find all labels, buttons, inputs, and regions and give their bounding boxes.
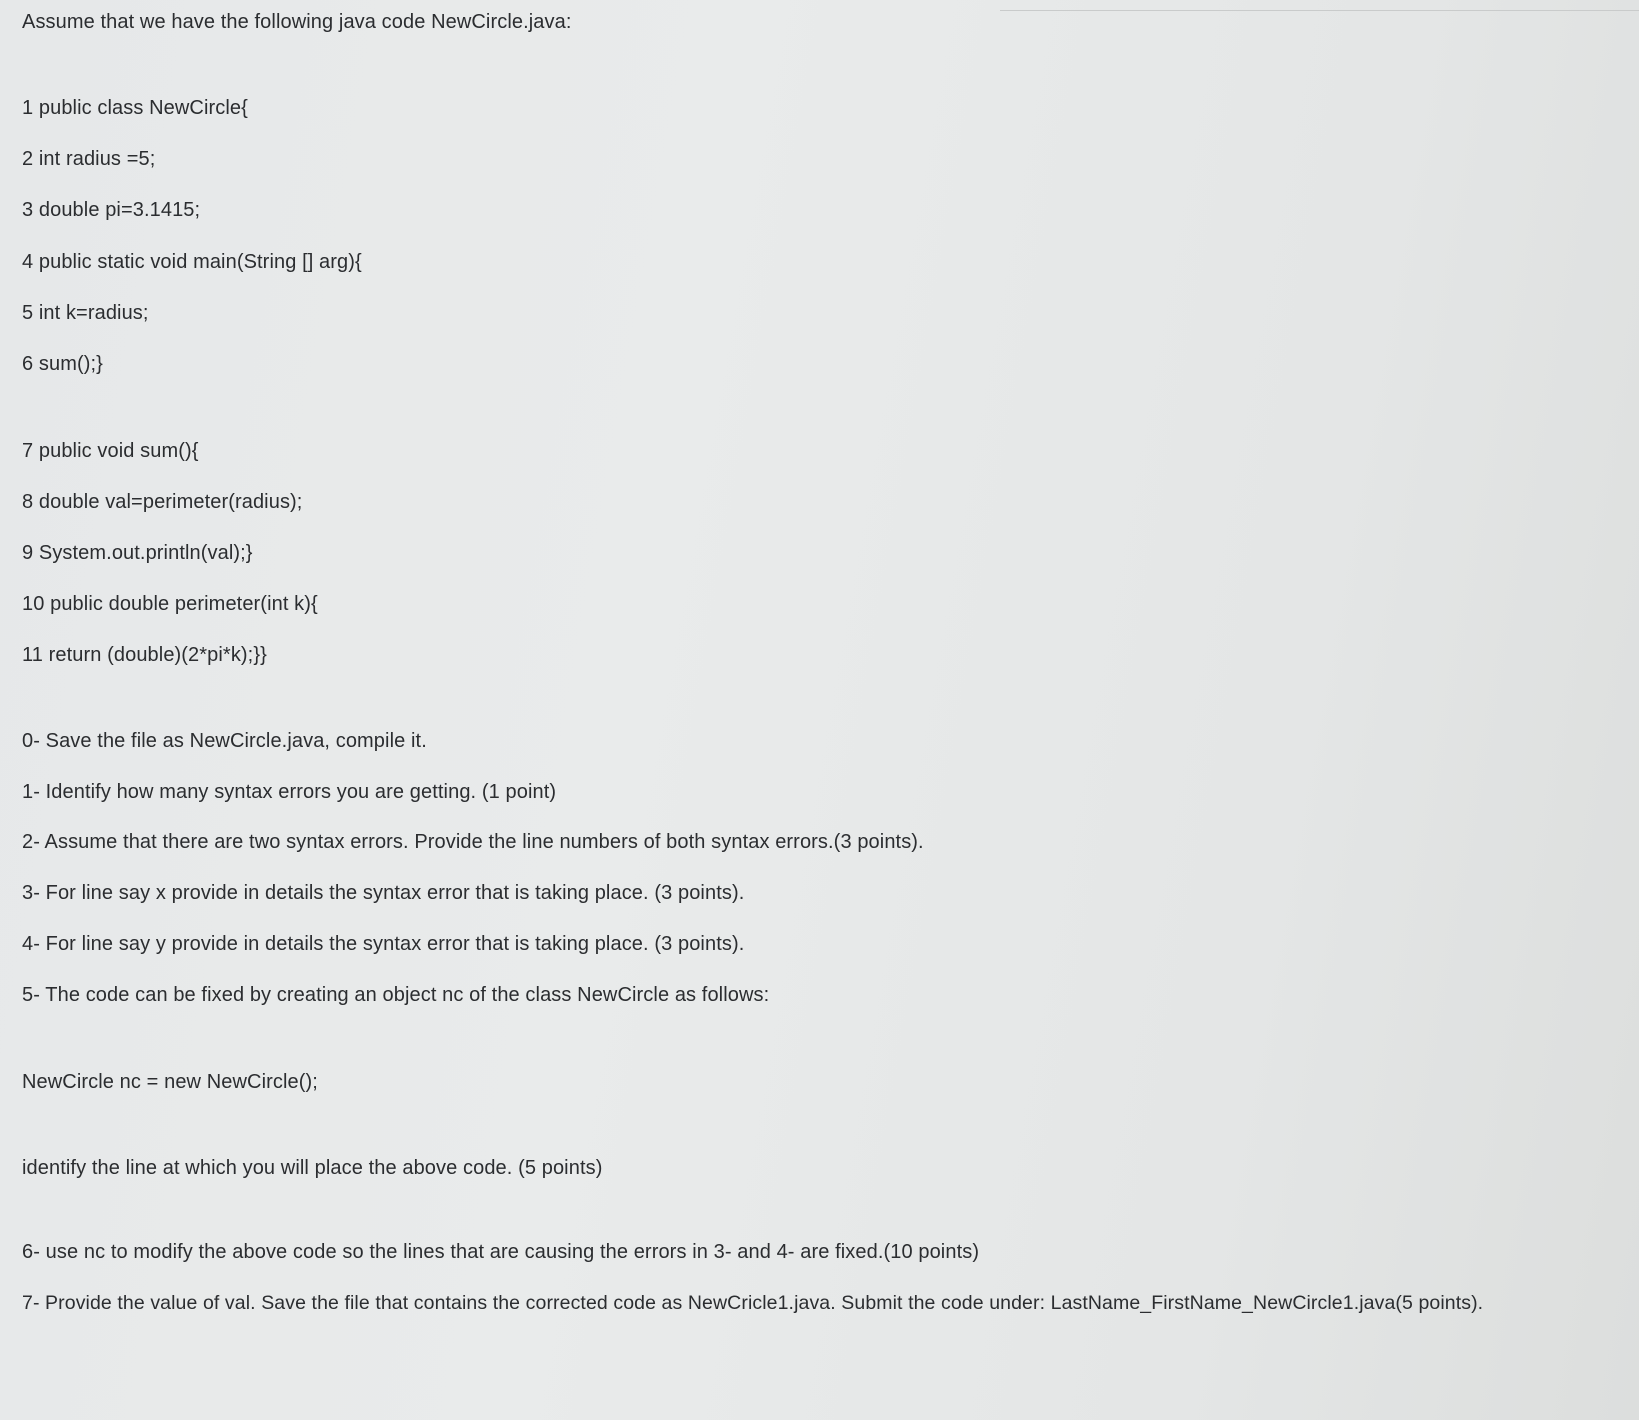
- code-line-4: 4 public static void main(String [] arg){: [22, 251, 362, 273]
- code-line-3: 3 double pi=3.1415;: [22, 199, 201, 221]
- code-line-9: 9 System.out.println(val);}: [22, 542, 253, 564]
- code-line-6: 6 sum();}: [22, 353, 103, 375]
- question-6: 6- use nc to modify the above code so the lines that are causing the errors in 3- and 4- are fixed.(10 points): [22, 1241, 980, 1263]
- code-line-1: 1 public class NewCircle{: [22, 97, 248, 119]
- top-divider: [1000, 10, 1639, 11]
- question-7: 7- Provide the value of val. Save the file that contains the corrected code as NewCricle1.java. Submit the code under: LastName_FirstName_NewCircle1.java(5 points).: [22, 1292, 1484, 1314]
- question-5: 5- The code can be fixed by creating an object nc of the class NewCircle as follows:: [22, 984, 770, 1006]
- code-line-11: 11 return (double)(2*pi*k);}}: [22, 644, 267, 666]
- question-0: 0- Save the file as NewCircle.java, compile it.: [22, 730, 427, 752]
- code-line-10: 10 public double perimeter(int k){: [22, 593, 318, 615]
- object-creation-code: NewCircle nc = new NewCircle();: [22, 1071, 318, 1093]
- question-3: 3- For line say x provide in details the syntax error that is taking place. (3 points).: [22, 882, 745, 904]
- question-2: 2- Assume that there are two syntax errors. Provide the line numbers of both syntax errors.(3 points).: [22, 831, 924, 853]
- code-line-5: 5 int k=radius;: [22, 302, 149, 324]
- code-line-8: 8 double val=perimeter(radius);: [22, 491, 303, 513]
- question-1: 1- Identify how many syntax errors you are getting. (1 point): [22, 781, 557, 803]
- intro-text: Assume that we have the following java code NewCircle.java:: [22, 11, 572, 33]
- code-line-7: 7 public void sum(){: [22, 440, 199, 462]
- question-4: 4- For line say y provide in details the syntax error that is taking place. (3 points).: [22, 933, 745, 955]
- identify-line-question: identify the line at which you will place the above code. (5 points): [22, 1157, 603, 1179]
- code-line-2: 2 int radius =5;: [22, 148, 156, 170]
